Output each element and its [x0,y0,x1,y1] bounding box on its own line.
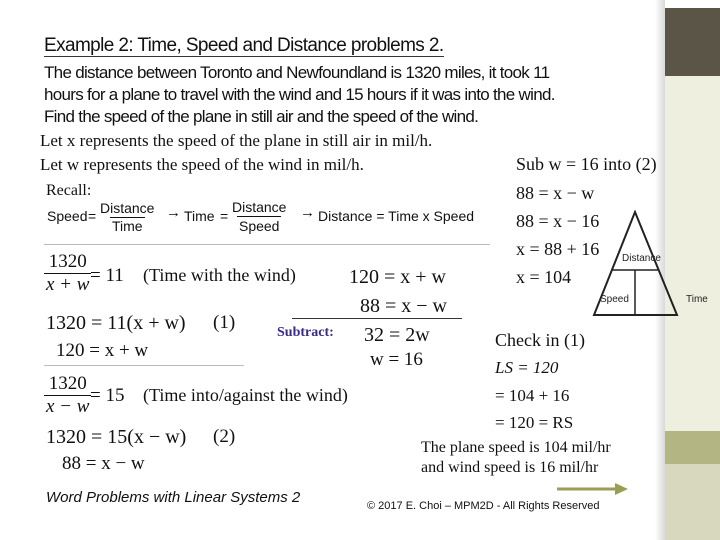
slide-title: Example 2: Time, Speed and Distance problems 2. [44,35,444,56]
triangle-label-distance: Distance [622,253,661,264]
equation-1: 1320 = 11(x + w) [46,312,186,334]
check-line-1: LS = 120 [495,358,559,377]
sub-line-4: x = 104 [516,267,572,287]
against-wind-label: (Time into/against the wind) [143,385,348,405]
formula-time-fraction [230,198,288,235]
answer-line-2: and wind speed is 16 mil/hr [421,459,599,476]
let-w-definition: Let w represents the speed of the wind in mil/h. [40,155,364,174]
with-wind-label: (Time with the wind) [143,265,296,285]
sub-line-1: 88 = x − w [516,183,595,203]
against-wind-denominator: x − w [46,396,90,417]
against-wind-rhs: = 15 [90,385,125,406]
formula-time-numerator: Distance [232,199,287,215]
against-wind-fraction [44,373,91,418]
answer-line-1: The plane speed is 104 mil/hr [421,439,611,456]
sidebar-bottom-band [665,464,720,540]
formula-time-lhs: Time [184,208,215,224]
elim-top-equation: 120 = x + w [349,266,447,288]
check-heading: Check in (1) [495,330,585,350]
equation-1-simplified: 120 = x + w [56,340,149,361]
elim-result-2: w = 16 [370,349,423,370]
formula-speed-lhs: Speed [47,208,88,224]
sidebar-dark-band [665,8,720,76]
formula-distance: Distance = Time x Speed [318,208,475,224]
sidebar-top-white [665,0,720,8]
against-wind-numerator: 1320 [48,373,87,394]
footer-topic: Word Problems with Linear Systems 2 [46,489,301,506]
with-wind-divider [44,365,244,366]
sub-heading: Sub w = 16 into (2) [516,154,657,174]
equation-1-tag: (1) [213,312,236,333]
sub-line-3: x = 88 + 16 [516,239,600,259]
formula-speed-eq: = [88,208,97,224]
recall-arrow-1: → [166,205,181,221]
recall-divider [44,244,490,245]
equation-2-simplified: 88 = x − w [62,453,145,474]
problem-line-2: hours for a plane to travel with the wind and 15 hours if it was into the wind. [44,85,555,104]
recall-arrow-2: → [300,205,315,221]
problem-line-1: The distance between Toronto and Newfoundland is 1320 miles, it took 11 [44,63,550,82]
check-line-3: = 120 = RS [495,413,574,432]
elim-subtract-line [292,318,462,319]
next-arrow-icon[interactable] [555,482,630,496]
sub-line-2: 88 = x − 16 [516,211,600,231]
formula-speed-denominator: Time [111,218,143,234]
formula-time-denominator: Speed [238,218,280,234]
triangle-label-speed: Speed [600,294,629,305]
with-wind-rhs: = 11 [90,265,124,286]
subtract-label: Subtract: [277,325,334,340]
with-wind-numerator: 1320 [48,251,87,272]
equation-2-tag: (2) [213,426,236,447]
formula-time-eq: = [220,208,229,224]
elim-bottom-equation: 88 = x − w [360,295,448,317]
sidebar-olive-band [665,431,720,464]
problem-line-3: Find the speed of the plane in still air and the speed of the wind. [44,107,479,126]
check-line-2: = 104 + 16 [495,386,570,405]
triangle-label-time: Time [686,294,708,305]
formula-speed-fraction [98,200,156,235]
elim-result-1: 32 = 2w [364,324,430,346]
with-wind-denominator: x + w [46,274,90,295]
recall-label: Recall: [46,182,92,199]
arrow-head [615,483,628,495]
equation-2: 1320 = 15(x − w) [46,426,187,448]
formula-speed-numerator: Distance [100,200,155,216]
with-wind-fraction [44,251,91,296]
let-x-definition: Let x represents the speed of the plane in still air in mil/h. [40,131,433,150]
footer-copyright: © 2017 E. Choi – MPM2D - All Rights Reserved [367,500,600,512]
